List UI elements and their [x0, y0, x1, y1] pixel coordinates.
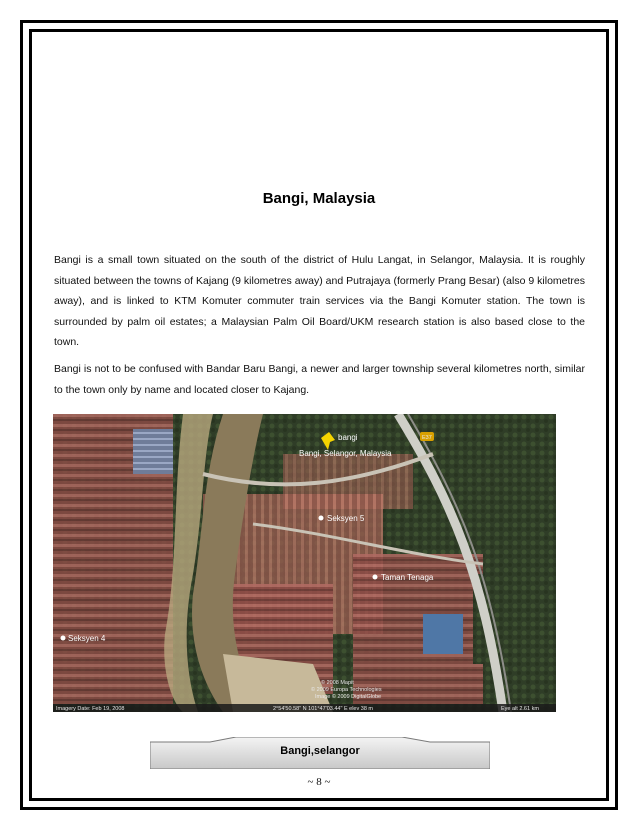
page-number: ~ 8 ~: [307, 776, 331, 788]
place-marker-icon: [373, 575, 378, 580]
satellite-map-image: [53, 414, 556, 712]
map-label-seksyen4: Seksyen 4: [68, 634, 106, 643]
caption-label: Bangi,selangor: [280, 745, 360, 757]
eye-altitude: Eye alt 2.61 km: [501, 706, 539, 712]
paragraph-1: Bangi is a small town situated on the south of the district of Hulu Langat, in Selangor, Malaysia. It is roughly situated between the towns of Kajang (9 kilometres away) and Putrajaya (formerly Prang Besar) (also 9 kilometres away), and is linked to KTM Komuter commuter train services via the Bangi Komuter station. The town is surrounded by palm oil estates; a Malaysian Palm Oil Board/UKM research station is also based close to the town.: [54, 254, 585, 348]
map-copyright-3: Image © 2009 DigitalGlobe: [315, 694, 382, 700]
map-label-taman-tenaga: Taman Tenaga: [381, 573, 434, 582]
place-marker-icon: [61, 636, 66, 641]
paragraph-2: Bangi is not to be confused with Bandar Baru Bangi, a newer and larger township several kilometres north, similar to the town only by name and located closer to Kajang.: [54, 363, 585, 396]
imagery-date: Imagery Date: Feb 19, 2008: [56, 706, 125, 712]
place-marker-icon: [319, 516, 324, 521]
map-copyright-2: © 2009 Europa Technologies: [311, 687, 382, 693]
map-copyright-1: © 2008 Mapit: [321, 680, 354, 686]
map-label-seksyen5: Seksyen 5: [327, 514, 365, 523]
map-label-bangi-selangor: Bangi, Selangor, Malaysia: [299, 449, 392, 458]
map-label-bangi: bangi: [338, 433, 358, 442]
route-label: E37: [422, 435, 432, 441]
map-coordinates: 2°54'50.58" N 101°47'03.44" E elev 38 m: [273, 706, 373, 712]
caption-callout: [150, 737, 490, 769]
page-title: Bangi, Malaysia: [262, 190, 376, 207]
